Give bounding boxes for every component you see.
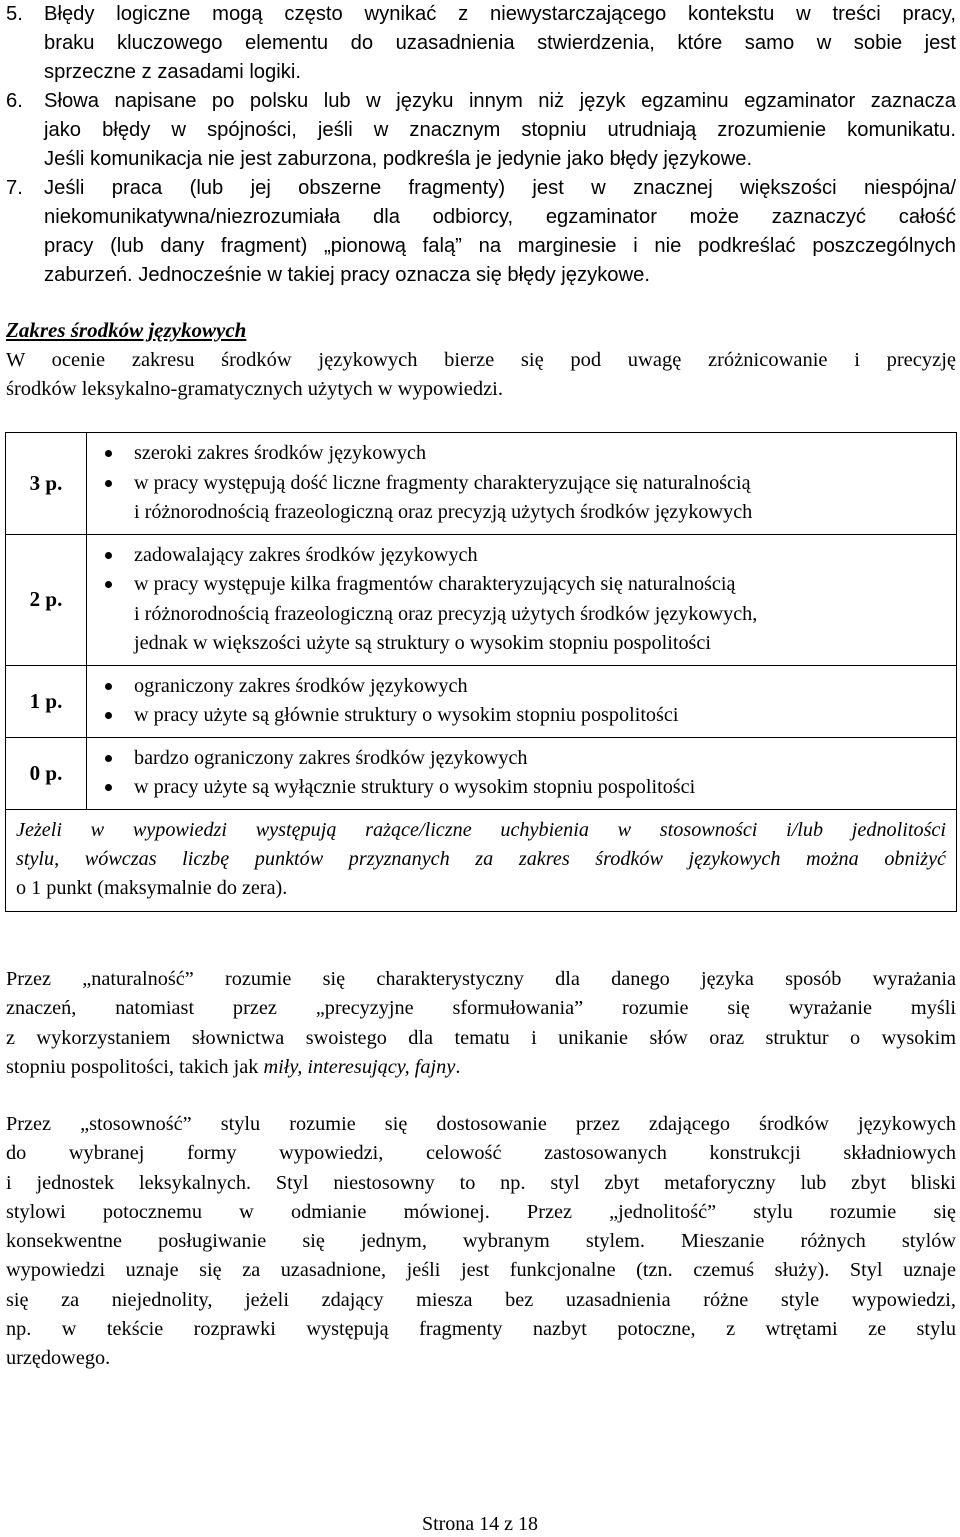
rubric-description — [87, 737, 957, 809]
paragraph-line: np. w tekście rozprawki występują fragmenty nazbyt potoczne, z wtrętami ze stylu — [6, 1318, 956, 1341]
paragraph-naturalnosc — [6, 965, 956, 1082]
paragraph-line: do wybranej formy wypowiedzi, celowość zastosowanych konstrukcji składniowych — [6, 1142, 956, 1165]
bullet-icon — [105, 683, 112, 690]
paragraph-line: stopniu pospolitości, takich jak miły, interesujący, fajny. — [6, 1055, 461, 1078]
page-number: Strona 14 z 18 — [421, 1513, 539, 1535]
numbered-list — [6, 0, 956, 290]
list-item-number: 7. — [6, 177, 23, 199]
section-intro-line: środków leksykalno-gramatycznych użytych w wypowiedzi. — [6, 378, 503, 400]
list-item-line: sprzeczne z zasadami logiki. — [44, 61, 301, 83]
list-item-line: pracy (lub dany fragment) „pionową falą” na marginesie i nie podkreślać poszczególnych — [44, 235, 956, 257]
rubric-row — [6, 665, 957, 737]
list-item-line: Słowa napisane po polsku lub w języku innym niż język egzaminu egzaminator zaznacza — [44, 90, 956, 112]
rubric-description — [87, 534, 957, 665]
list-item-line: Jeśli komunikacja nie jest zaburzona, podkreśla je jedynie jako błędy językowe. — [44, 148, 753, 170]
paragraph-line: się za niejednolity, jeżeli zdający miesza bez uzasadnienia różne style wypowiedzi, — [6, 1288, 956, 1311]
paragraph-line: wypowiedzi uznaje się za uzasadnione, jeśli jest funkcjonalne (tzn. czemuś służy). Styl uznaje — [6, 1259, 956, 1282]
bullet-icon — [105, 480, 112, 487]
rubric-bullet: w pracy występuje kilka fragmentów charakteryzujących się naturalnością i różnorodnością frazeologiczną oraz precyzją użytych środków językowych, jednak w większości użyte są struktury o wysokim stopniu pospolitości — [103, 570, 956, 659]
rubric-bullet: w pracy użyte są głównie struktury o wysokim stopniu pospolitości — [103, 701, 956, 731]
paragraph-line: i jednostek leksykalnych. Styl niestosowny to np. styl zbyt metaforyczny lub zbyt bliski — [6, 1171, 956, 1194]
list-item-number: 6. — [6, 90, 23, 112]
bullet-icon — [105, 755, 112, 762]
list-item-line: zaburzeń. Jednocześnie w takiej pracy oznacza się błędy językowe. — [44, 264, 650, 286]
paragraph-line: znaczeń, natomiast przez „precyzyjne sformułowania” rozumie się wyrażanie myśli — [6, 997, 956, 1020]
section-intro — [6, 346, 956, 404]
paragraph-stosownosc — [6, 1110, 956, 1374]
paragraph-line: konsekwentne posługiwanie się jednym, wybranym stylem. Mieszanie różnych stylów — [6, 1230, 956, 1253]
bullet-icon — [105, 784, 112, 791]
rubric-bullet: bardzo ograniczony zakres środków językowych — [103, 744, 956, 774]
rubric-score: 3 p. — [6, 433, 87, 535]
rubric-bullet: ograniczony zakres środków językowych — [103, 672, 956, 702]
paragraph-line: stylowi potocznemu w odmianie mówionej. Przez „jednolitość” stylu rozumie się — [6, 1200, 956, 1223]
bullet-icon — [105, 552, 112, 559]
rubric-score: 2 p. — [6, 534, 87, 665]
list-item-6 — [6, 87, 956, 174]
paragraph-line: urzędowego. — [6, 1347, 111, 1370]
list-item-number: 5. — [6, 3, 23, 25]
list-item-line: Jeśli praca (lub jej obszerne fragmenty) jest w znacznej większości niespójna/ — [44, 177, 956, 199]
list-item-5 — [6, 0, 956, 87]
rubric-row — [6, 534, 957, 665]
rubric-bullet: szeroki zakres środków językowych — [103, 439, 956, 469]
rubric-note-row — [6, 809, 957, 911]
paragraph-line: z wykorzystaniem słownictwa swoistego dla tematu i unikanie słów oraz struktur o wysokim — [6, 1026, 956, 1049]
rubric-row — [6, 737, 957, 809]
bullet-icon — [105, 581, 112, 588]
rubric-bullet: zadowalający zakres środków językowych — [103, 541, 956, 571]
list-item-line: braku kluczowego elementu do uzasadnienia stwierdzenia, które samo w sobie jest — [44, 32, 956, 54]
rubric-note-line: o 1 punkt (maksymalnie do zera). — [16, 876, 288, 899]
rubric-description — [87, 433, 957, 535]
bullet-icon — [105, 450, 112, 457]
paragraph-line: Przez „stosowność” stylu rozumie się dostosowanie przez zdającego środków językowych — [6, 1113, 956, 1135]
rubric-bullet: w pracy występują dość liczne fragmenty charakteryzujące się naturalnością i różnorodnością frazeologiczną oraz precyzją użytych środków językowych — [103, 469, 956, 528]
section-heading: Zakres środków językowych — [6, 318, 247, 342]
rubric-note-line: stylu, wówczas liczbę punktów przyznanych za zakres środków językowych można obniżyć — [16, 847, 946, 870]
rubric-note-line: Jeżeli w wypowiedzi występują rażące/liczne uchybienia w stosowności i/lub jednolitości — [16, 818, 946, 841]
rubric-note — [6, 809, 957, 911]
list-item-line: niekomunikatywna/niezrozumiała dla odbiorcy, egzaminator może zaznaczyć całość — [44, 206, 956, 228]
rubric-score: 1 p. — [6, 665, 87, 737]
rubric-score: 0 p. — [6, 737, 87, 809]
rubric-table — [5, 432, 957, 912]
rubric-row — [6, 433, 957, 535]
rubric-description — [87, 665, 957, 737]
paragraph-line: Przez „naturalność” rozumie się charakterystyczny dla danego języka sposób wyrażania — [6, 968, 956, 990]
list-item-line: jako błędy w spójności, jeśli w znacznym stopniu utrudniają zrozumienie komunikatu. — [44, 119, 956, 141]
section-intro-line: W ocenie zakresu środków językowych bierze się pod uwagę zróżnicowanie i precyzję — [6, 349, 956, 371]
rubric-bullet: w pracy użyte są wyłącznie struktury o wysokim stopniu pospolitości — [103, 773, 956, 803]
examples-italic: miły, interesujący, fajny — [263, 1055, 456, 1078]
bullet-icon — [105, 712, 112, 719]
list-item-7 — [6, 174, 956, 290]
list-item-line: Błędy logiczne mogą często wynikać z niewystarczającego kontekstu w treści pracy, — [44, 3, 956, 25]
